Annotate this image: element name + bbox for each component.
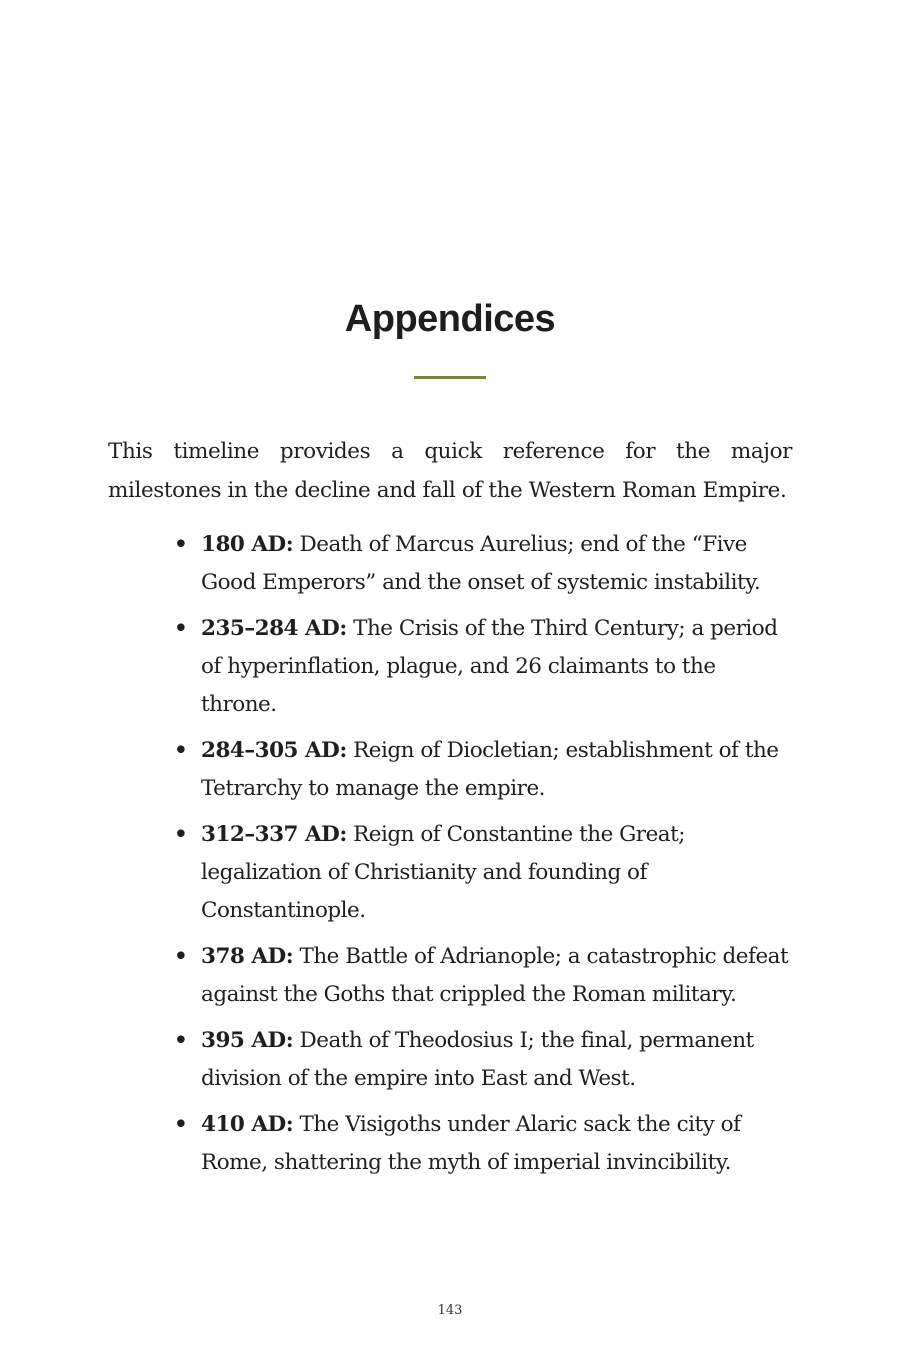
timeline-date: 378 AD: [201,944,294,969]
bullet-icon: • [174,944,188,969]
list-item [174,1022,791,1098]
timeline-text: The Visigoths under Alaric sack the city of Rome, shattering the myth of imperial invincibility. [201,1112,741,1175]
bullet-icon: • [174,738,188,763]
bullet-icon: • [174,1028,188,1053]
timeline-date: 410 AD: [201,1112,294,1137]
list-item [174,526,791,602]
bullet-icon: • [174,822,188,847]
timeline-date: 395 AD: [201,1028,294,1053]
list-item [174,610,791,724]
timeline-text: The Battle of Adrianople; a catastrophic defeat against the Goths that crippled the Roman military. [201,944,789,1007]
timeline-text: The Crisis of the Third Century; a period of hyperinflation, plague, and 26 claimants to the throne. [201,616,778,717]
title-divider [414,376,486,379]
intro-paragraph: This timeline provides a quick reference for the major milestones in the decline and fall of the Western Roman Empire. [108,439,792,503]
timeline-date: 180 AD: [201,532,294,557]
timeline-date: 235–284 AD: [201,616,347,641]
timeline-date: 312–337 AD: [201,822,347,847]
timeline-text: Reign of Diocletian; establishment of the Tetrarchy to manage the empire. [201,738,779,801]
list-item [174,1106,791,1182]
bullet-icon: • [174,616,188,641]
bullet-icon: • [174,1112,188,1137]
page-title: Appendices [344,298,556,340]
timeline-text: Death of Marcus Aurelius; end of the “Five Good Emperors” and the onset of systemic instability. [201,532,761,595]
timeline-text: Death of Theodosius I; the final, permanent division of the empire into East and West. [201,1028,754,1091]
timeline-list [174,526,791,1190]
list-item [174,732,791,808]
bullet-icon: • [174,532,188,557]
list-item [174,816,791,930]
list-item [174,938,791,1014]
timeline-date: 284–305 AD: [201,738,347,763]
page-number: 143 [437,1303,463,1318]
timeline-text: Reign of Constantine the Great; legalization of Christianity and founding of Constantinople. [201,822,686,923]
